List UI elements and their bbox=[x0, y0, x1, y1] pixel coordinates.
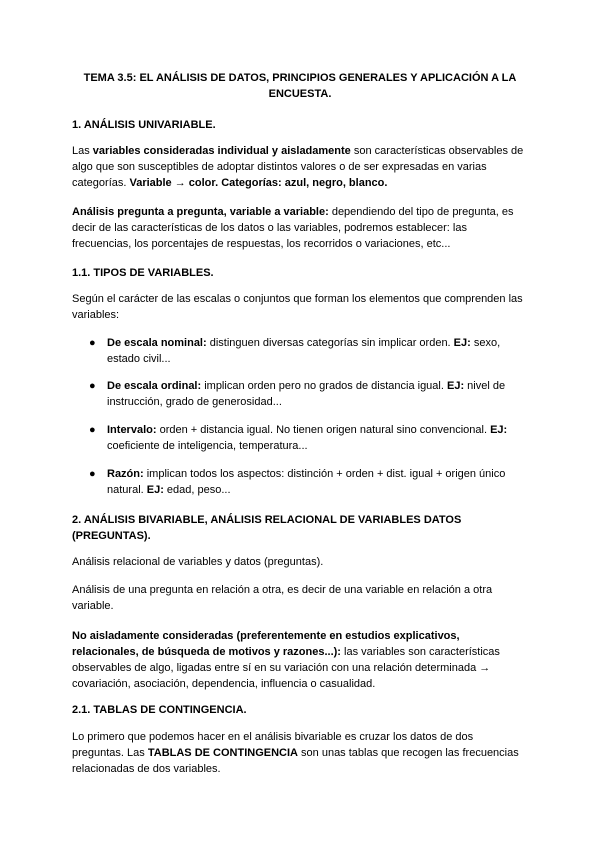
section-1-1-intro: Según el carácter de las escalas o conjuntos que forman los elementos que comprenden las variables: bbox=[72, 293, 523, 321]
bold-run: EJ: bbox=[490, 424, 508, 436]
bold-run: Intervalo: bbox=[107, 424, 157, 436]
section-2-paragraph-2: Análisis de una pregunta en relación a otra, es decir de una variable en relación a otra variable. bbox=[72, 584, 493, 612]
section-2-1-heading: 2.1. TABLAS DE CONTINGENCIA. bbox=[72, 704, 247, 716]
bold-run: De escala ordinal: bbox=[107, 380, 202, 392]
section-2-heading: 2. ANÁLISIS BIVARIABLE, ANÁLISIS RELACIONAL DE VARIABLES DATOS (PREGUNTAS). bbox=[72, 514, 462, 542]
text-run: las variables son características observables de algo, ligadas entre sí en su variación con una relación determinada → covariación, asociación, dependencia, influencia o casualidad. bbox=[72, 646, 500, 690]
text-run: son características observables de algo que son susceptibles de adoptar distintos valores o de ser expresadas en varias categorías. bbox=[72, 145, 524, 189]
bold-run: De escala nominal: bbox=[107, 337, 207, 349]
list-item-text bbox=[107, 335, 528, 367]
text-run: Lo primero que podemos hacer en el análisis bivariable es cruzar los datos de dos preguntas. Las bbox=[72, 731, 474, 759]
text-run: distinguen diversas categorías sin implicar orden. bbox=[206, 337, 454, 349]
bold-run: Razón: bbox=[107, 468, 144, 480]
list-item-text bbox=[107, 422, 528, 454]
bold-run: EJ: bbox=[453, 337, 471, 349]
bold-run: Variable → color. Categorías: azul, negro, blanco. bbox=[129, 177, 388, 189]
section-1-paragraph-2 bbox=[72, 204, 528, 252]
bold-run: EJ: bbox=[446, 380, 465, 392]
text-run: orden + distancia igual. No tienen origen natural sino convencional. bbox=[156, 424, 491, 436]
text-run: implican orden pero no grados de distancia igual. bbox=[201, 380, 447, 392]
bold-run: No aisladamente consideradas (preferentemente en estudios explicativos, relacionales, de búsqueda de motivos y razones...): bbox=[72, 630, 460, 658]
text-run: edad, peso... bbox=[163, 484, 231, 496]
text-run: Las bbox=[72, 145, 93, 157]
bold-run: TABLAS DE CONTINGENCIA bbox=[147, 747, 298, 759]
text-run: coeficiente de inteligencia, temperatura... bbox=[107, 440, 308, 452]
text-run: implican todos los aspectos: distinción + orden + dist. igual + origen único natural. bbox=[107, 468, 506, 496]
document-title: TEMA 3.5: EL ANÁLISIS DE DATOS, PRINCIPIOS GENERALES Y APLICACIÓN A LA ENCUESTA. bbox=[83, 72, 517, 100]
section-2-paragraph-3 bbox=[72, 628, 528, 692]
text-run: nivel de instrucción, grado de generosidad... bbox=[107, 380, 506, 408]
text-run: sexo, estado civil... bbox=[107, 337, 501, 365]
bullet-icon: ● bbox=[89, 424, 96, 436]
text-run: dependiendo del tipo de pregunta, es decir de las características de los datos o las variables, podremos establecer: las frecuencias, los porcentajes de respuestas, los recorridos o variaciones, etc... bbox=[72, 206, 514, 250]
section-2-paragraph-1: Análisis relacional de variables y datos (preguntas). bbox=[72, 556, 324, 568]
bullet-icon: ● bbox=[89, 337, 96, 349]
bold-run: EJ: bbox=[146, 484, 164, 496]
bold-run: variables consideradas individual y aisladamente bbox=[92, 145, 351, 157]
section-1-1-heading: 1.1. TIPOS DE VARIABLES. bbox=[72, 267, 214, 279]
section-1-paragraph-1 bbox=[72, 143, 528, 191]
bullet-icon: ● bbox=[89, 468, 96, 480]
text-run: son unas tablas que recogen las frecuencias relacionadas de dos variables. bbox=[72, 747, 519, 775]
bullet-icon: ● bbox=[89, 380, 96, 392]
list-item-text bbox=[107, 466, 528, 498]
list-item-text bbox=[107, 378, 528, 410]
section-2-1-paragraph-1 bbox=[72, 729, 528, 777]
bold-run: Análisis pregunta a pregunta, variable a variable: bbox=[72, 206, 329, 218]
section-1-heading: 1. ANÁLISIS UNIVARIABLE. bbox=[72, 119, 216, 131]
